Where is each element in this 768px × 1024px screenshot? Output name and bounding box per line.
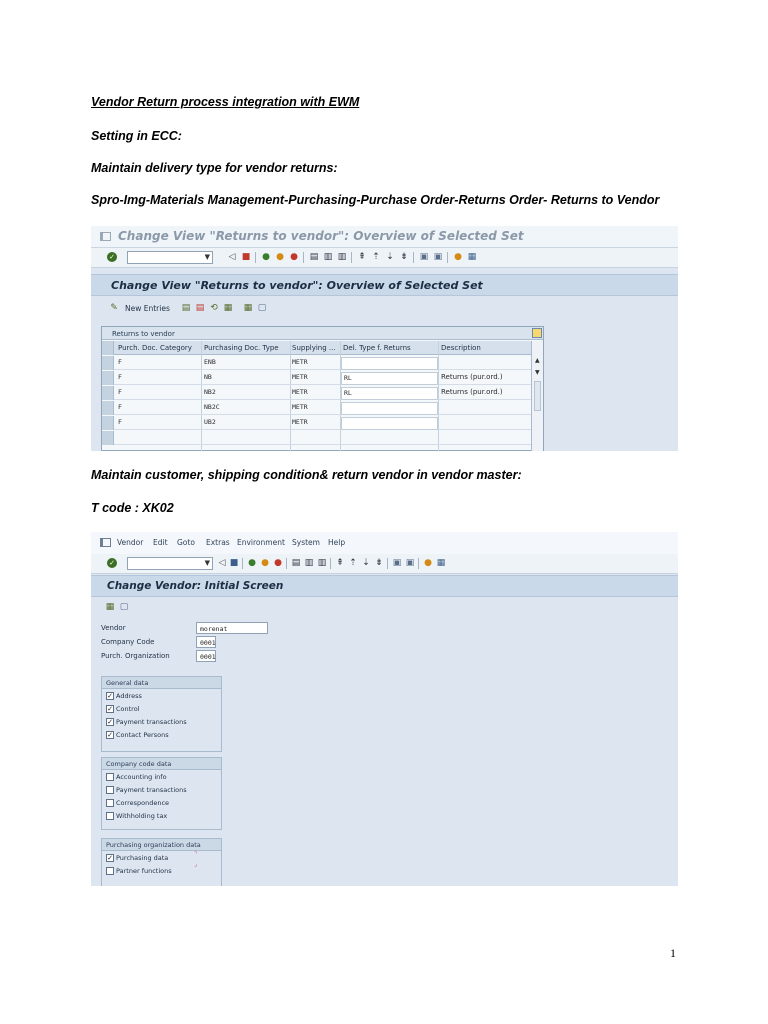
find-next-icon[interactable]: ▥	[337, 252, 347, 262]
checkbox-accounting-info[interactable]	[106, 773, 167, 785]
checkbox-unchecked-icon[interactable]	[106, 773, 114, 781]
toolbar-separator	[387, 558, 388, 569]
edit-pencil-icon[interactable]: ✎	[110, 303, 118, 313]
column-header-del-type[interactable]: Del. Type f. Returns	[343, 344, 411, 352]
next-page-icon[interactable]: ⇣	[362, 558, 370, 568]
select-all-icon[interactable]: ▦	[223, 303, 233, 313]
checkbox-label: Correspondence	[116, 799, 170, 807]
checkbox-checked-icon[interactable]: ✓	[107, 731, 113, 739]
checkbox-unchecked-icon[interactable]	[106, 867, 114, 875]
table-header	[102, 341, 532, 355]
last-page-icon[interactable]: ⇟	[375, 558, 383, 568]
shortcut-icon[interactable]: ▣	[405, 558, 415, 568]
copy-icon[interactable]: ▤	[181, 303, 191, 313]
toolbar-separator	[447, 252, 448, 263]
window-menu-icon[interactable]	[100, 538, 111, 547]
cell-category: F	[118, 388, 122, 396]
cell-del-type[interactable]	[341, 357, 438, 370]
cell-description: Returns (pur.ord.)	[441, 388, 503, 396]
menu-extras[interactable]: Extras	[206, 538, 230, 547]
standard-toolbar	[91, 554, 678, 574]
application-toolbar	[91, 598, 678, 618]
previous-page-icon[interactable]: ⇡	[349, 558, 357, 568]
table-row[interactable]	[102, 386, 532, 400]
checkbox-control[interactable]	[106, 705, 140, 717]
table-row[interactable]	[102, 401, 532, 415]
new-session-icon[interactable]: ▣	[392, 558, 402, 568]
purch-org-input[interactable]: 0001	[196, 650, 216, 662]
dropdown-arrow-icon[interactable]: ▼	[204, 559, 210, 567]
checkbox-unchecked-icon[interactable]	[106, 812, 114, 820]
back-arrow-icon[interactable]: ◁	[218, 558, 226, 568]
checkbox-checked-icon[interactable]: ✓	[107, 854, 113, 862]
save-icon[interactable]: ■	[229, 558, 239, 568]
back-arrow-icon[interactable]: ◁	[228, 252, 236, 262]
cell-doc-type: NB	[204, 373, 212, 381]
checkbox-label: Payment transactions	[116, 718, 187, 726]
cell-doc-type: NB2C	[204, 403, 220, 411]
company-code-data-group	[101, 757, 222, 830]
cell-doc-type: ENB	[204, 358, 216, 366]
window-title-bar	[91, 226, 678, 248]
column-header-supplying[interactable]: Supplying ...	[292, 344, 336, 352]
change-vendor-screenshot	[91, 532, 678, 886]
previous-page-icon[interactable]: ⇡	[372, 252, 380, 262]
page-number: 1	[670, 946, 676, 960]
cell-supplying: METR	[292, 418, 308, 426]
toolbar-separator	[303, 252, 304, 263]
back-icon[interactable]: ●	[248, 558, 256, 568]
command-field[interactable]	[127, 251, 213, 264]
screen-title-band	[91, 274, 678, 296]
section-heading-delivery-type: Maintain delivery type for vendor returns:	[91, 161, 338, 175]
company-code-label: Company Code	[101, 638, 155, 646]
layout-menu-icon[interactable]: ▦	[467, 252, 477, 262]
toolbar-separator	[330, 558, 331, 569]
table-scrollbar[interactable]	[531, 341, 543, 451]
cell-supplying: METR	[292, 373, 308, 381]
vendor-label: Vendor	[101, 624, 126, 632]
checkbox-withholding-tax[interactable]	[106, 812, 167, 824]
deselect-all-icon[interactable]: ▢	[119, 602, 129, 612]
screen-title-band	[91, 575, 678, 597]
toolbar-separator	[242, 558, 243, 569]
dropdown-arrow-icon[interactable]: ▼	[204, 253, 210, 261]
exit-icon[interactable]: ●	[261, 558, 269, 568]
menu-help[interactable]: Help	[328, 538, 346, 547]
checkbox-checked-icon[interactable]: ✓	[107, 718, 113, 726]
table-row[interactable]	[102, 416, 532, 430]
menu-environment[interactable]: Environment	[237, 538, 285, 547]
save-icon[interactable]: ■	[241, 252, 251, 262]
select-block-icon[interactable]: ▦	[243, 303, 253, 313]
cell-del-type[interactable]: RL	[341, 387, 438, 400]
general-data-group	[101, 676, 222, 752]
row-selector[interactable]	[102, 416, 114, 430]
group-title: General data	[102, 677, 221, 689]
checkbox-label: Payment transactions	[116, 786, 187, 794]
checkbox-label: Control	[116, 705, 140, 713]
column-header-purchasing-doc-type[interactable]: Purchasing Doc. Type	[204, 344, 279, 352]
checkbox-checked-icon[interactable]: ✓	[107, 692, 113, 700]
checkbox-correspondence[interactable]	[106, 799, 169, 811]
enter-check-icon[interactable]: ✓	[107, 558, 117, 568]
layout-menu-icon[interactable]: ▦	[436, 558, 446, 568]
vendor-input[interactable]: morenat	[196, 622, 268, 634]
scroll-down-icon[interactable]: ▼	[535, 369, 540, 376]
enter-check-icon[interactable]: ✓	[107, 252, 117, 262]
returns-to-vendor-table	[101, 326, 544, 451]
exit-icon[interactable]: ●	[276, 252, 284, 262]
cancel-icon[interactable]: ●	[274, 558, 282, 568]
toolbar-separator	[413, 252, 414, 263]
first-page-icon[interactable]: ⇞	[336, 558, 344, 568]
section-heading-ecc: Setting in ECC:	[91, 129, 182, 143]
cell-category: F	[118, 373, 122, 381]
scroll-thumb[interactable]	[534, 381, 541, 411]
back-icon[interactable]: ●	[262, 252, 270, 262]
cell-supplying: METR	[292, 358, 308, 366]
row-selector[interactable]	[102, 356, 114, 370]
new-entries-button[interactable]: New Entries	[125, 304, 170, 313]
toolbar-separator	[418, 558, 419, 569]
last-page-icon[interactable]: ⇟	[400, 252, 408, 262]
cell-del-type[interactable]: RL	[341, 372, 438, 385]
checkbox-label: Accounting info	[116, 773, 167, 781]
table-caption: Returns to vendor	[102, 327, 543, 340]
table-row[interactable]	[102, 356, 532, 370]
config-path: Spro-Img-Materials Management-Purchasing-Purchase Order-Returns Order- Returns to Vendor	[91, 193, 660, 207]
cell-category: F	[118, 418, 122, 426]
cell-doc-type: NB2	[204, 388, 216, 396]
table-row[interactable]	[102, 431, 532, 445]
row-selector[interactable]	[102, 371, 114, 385]
checkbox-address[interactable]	[106, 692, 142, 704]
find-icon[interactable]: ▥	[304, 558, 314, 568]
checkbox-label: Partner functions	[116, 867, 172, 875]
row-selector[interactable]	[102, 386, 114, 400]
group-title: Company code data	[102, 758, 221, 770]
application-toolbar	[91, 299, 678, 319]
screen-title: Change Vendor: Initial Screen	[107, 580, 284, 592]
checkbox-partner-functions[interactable]	[106, 867, 172, 879]
cell-del-type[interactable]	[341, 417, 438, 430]
checkbox-unchecked-icon[interactable]	[106, 799, 114, 807]
purch-org-label: Purch. Organization	[101, 652, 170, 660]
help-icon[interactable]: ●	[424, 558, 432, 568]
next-page-icon[interactable]: ⇣	[386, 252, 394, 262]
checkbox-purchasing-data[interactable]	[106, 854, 168, 866]
cell-category: F	[118, 358, 122, 366]
cell-description: Returns (pur.ord.)	[441, 373, 503, 381]
cell-del-type[interactable]	[341, 402, 438, 415]
column-header-purch-doc-category[interactable]: Purch. Doc. Category	[118, 344, 192, 352]
menu-vendor[interactable]: Vendor	[117, 538, 144, 547]
toolbar-separator	[286, 558, 287, 569]
row-selector[interactable]	[102, 431, 114, 445]
help-icon[interactable]: ●	[454, 252, 462, 262]
returns-to-vendor-screenshot	[91, 226, 678, 451]
print-icon[interactable]: ▤	[291, 558, 301, 568]
delete-icon[interactable]: ▤	[195, 303, 205, 313]
menu-system[interactable]: System	[292, 538, 320, 547]
purchasing-org-data-group	[101, 838, 222, 886]
checkbox-label: Purchasing data	[116, 854, 169, 862]
shortcut-icon[interactable]: ▣	[433, 252, 443, 262]
cell-supplying: METR	[292, 388, 308, 396]
window-icon	[100, 232, 111, 241]
focus-corner-icon: ⌟	[194, 861, 197, 868]
checkbox-label: Address	[116, 692, 142, 700]
scroll-up-icon[interactable]: ▲	[535, 357, 540, 364]
checkbox-contact-persons[interactable]	[106, 731, 169, 743]
screen-title: Change View "Returns to vendor": Overview of Selected Set	[111, 279, 483, 292]
undo-change-icon[interactable]: ⟲	[210, 303, 218, 313]
find-icon[interactable]: ▥	[323, 252, 333, 262]
select-all-rows[interactable]	[102, 341, 114, 355]
window-title: Change View "Returns to vendor": Overview of Selected Set	[118, 229, 524, 243]
focus-corner-icon: ⌝	[194, 851, 197, 858]
column-header-description[interactable]: Description	[441, 344, 481, 352]
checkbox-label: Contact Persons	[116, 731, 169, 739]
checkbox-checked-icon[interactable]: ✓	[107, 705, 113, 713]
group-title: Purchasing organization data	[102, 839, 221, 851]
toolbar-separator	[351, 252, 352, 263]
checkbox-label: Withholding tax	[116, 812, 168, 820]
select-all-icon[interactable]: ▦	[105, 602, 115, 612]
toolbar-separator	[255, 252, 256, 263]
document-title: Vendor Return process integration with EWM	[91, 95, 360, 109]
first-page-icon[interactable]: ⇞	[358, 252, 366, 262]
cell-category: F	[118, 403, 122, 411]
new-session-icon[interactable]: ▣	[419, 252, 429, 262]
company-code-input[interactable]: 0001	[196, 636, 216, 648]
print-icon[interactable]: ▤	[309, 252, 319, 262]
menu-goto[interactable]: Goto	[177, 538, 195, 547]
checkbox-unchecked-icon[interactable]	[106, 786, 114, 794]
checkbox-payment-transactions[interactable]	[106, 718, 187, 730]
cancel-icon[interactable]: ●	[290, 252, 298, 262]
deselect-all-icon[interactable]: ▢	[257, 303, 267, 313]
standard-toolbar	[91, 248, 678, 268]
section-heading-vendor-master: Maintain customer, shipping condition& return vendor in vendor master:	[91, 468, 522, 482]
transaction-code: T code : XK02	[91, 501, 174, 515]
table-settings-icon[interactable]	[532, 328, 542, 338]
cell-doc-type: UB2	[204, 418, 216, 426]
menu-bar	[91, 532, 678, 554]
command-field[interactable]	[127, 557, 213, 570]
cell-supplying: METR	[292, 403, 308, 411]
table-row[interactable]	[102, 371, 532, 385]
checkbox-payment-transactions[interactable]	[106, 786, 187, 798]
find-next-icon[interactable]: ▥	[317, 558, 327, 568]
row-selector[interactable]	[102, 401, 114, 415]
menu-edit[interactable]: Edit	[153, 538, 168, 547]
